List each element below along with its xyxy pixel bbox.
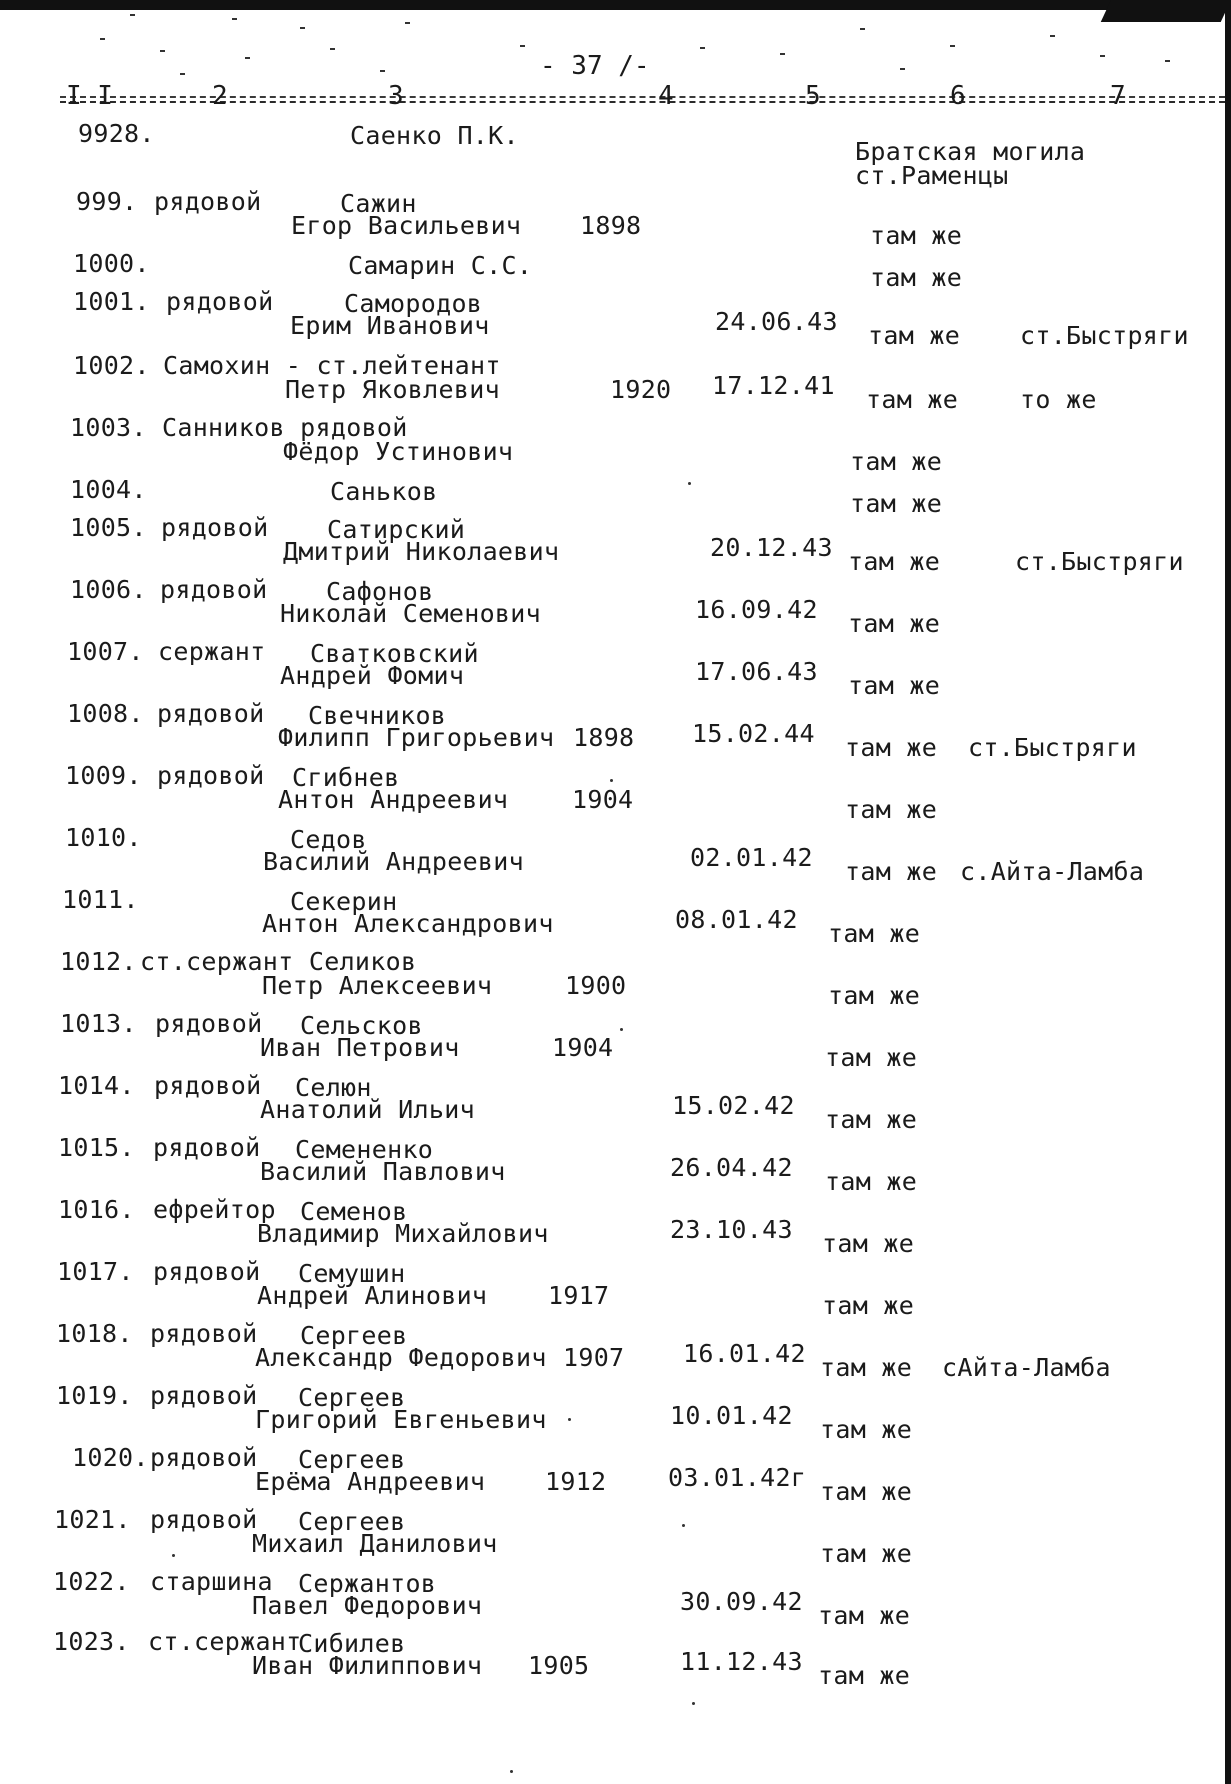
- record-rank: рядовой: [157, 699, 265, 728]
- record-surname: Свечников: [308, 701, 447, 730]
- record-surname: Семушин: [298, 1259, 406, 1288]
- record-rank: рядовой: [153, 1133, 261, 1162]
- record-burial: там же: [866, 385, 959, 414]
- record-burial: там же: [818, 1661, 911, 1690]
- record-death-date: 15.02.44: [692, 719, 815, 748]
- record-number: 1012.: [60, 947, 137, 976]
- record-place: с.Айта-Ламба: [960, 857, 1145, 886]
- record-number: 1020.: [72, 1443, 149, 1472]
- record-given-names: Ерёма Андреевич: [255, 1467, 486, 1496]
- column-number: 4: [658, 81, 674, 111]
- record-death-date: 02.01.42: [690, 843, 813, 872]
- record-rank: рядовой: [154, 187, 262, 216]
- record-death-date: 30.09.42: [680, 1587, 803, 1616]
- record-surname: Сватковский: [310, 639, 479, 668]
- record-given-names: Петр Алексеевич: [262, 971, 493, 1000]
- record-given-names: Василий Андреевич: [263, 847, 524, 876]
- record-given-names: Ерим Иванович: [290, 311, 490, 340]
- column-number: 7: [1110, 81, 1126, 111]
- column-number: 6: [950, 81, 966, 111]
- record-rank: рядовой: [150, 1381, 258, 1410]
- record-burial: там же: [820, 1477, 913, 1506]
- record-birth-year: 1917: [548, 1281, 610, 1310]
- record-given-names: Филипп Григорьевич: [278, 723, 555, 752]
- record-death-date: 16.09.42: [695, 595, 818, 624]
- record-number: 1005.: [70, 513, 147, 542]
- page-number: - 37 /-: [540, 51, 650, 81]
- record-place: ст.Быстряги: [968, 733, 1137, 762]
- record-surname: Сгибнев: [292, 763, 400, 792]
- record-birth-year: 1912: [545, 1467, 607, 1496]
- record-surname: Семенов: [300, 1197, 408, 1226]
- record-burial: там же: [822, 1229, 915, 1258]
- record-rank: рядовой: [157, 761, 265, 790]
- record-number: 1018.: [56, 1319, 133, 1348]
- record-surname: Саньков: [330, 477, 438, 506]
- scan-edge-top: [0, 0, 1231, 10]
- record-burial-2: ст.Раменцы: [855, 161, 1009, 190]
- record-rank: рядовой: [155, 1009, 263, 1038]
- record-surname: Секерин: [290, 887, 398, 916]
- record-burial: там же: [825, 1167, 918, 1196]
- record-birth-year: 1920: [610, 375, 672, 404]
- column-number: 5: [805, 81, 821, 111]
- record-number: 1010.: [65, 823, 142, 852]
- record-rank: рядовой: [166, 287, 274, 316]
- record-rank: старшина: [150, 1567, 273, 1596]
- record-death-date: 08.01.42: [675, 905, 798, 934]
- record-death-date: 17.06.43: [695, 657, 818, 686]
- record-burial: там же: [825, 1105, 918, 1134]
- record-birth-year: 1905: [528, 1651, 590, 1680]
- record-birth-year: 1898: [573, 723, 635, 752]
- record-rank: Самохин - ст.лейтенант: [163, 351, 501, 380]
- record-burial: там же: [818, 1601, 911, 1630]
- record-death-date: 24.06.43: [715, 307, 838, 336]
- record-birth-year: 1904: [572, 785, 634, 814]
- record-number: 1017.: [57, 1257, 134, 1286]
- record-death-date: 15.02.42: [672, 1091, 795, 1120]
- record-number: 999.: [76, 187, 138, 216]
- record-surname: Самородов: [344, 289, 483, 318]
- record-given-names: Антон Андреевич: [278, 785, 509, 814]
- record-death-date: 20.12.43: [710, 533, 833, 562]
- record-surname: Семененко: [295, 1135, 434, 1164]
- record-death-date: 26.04.42: [670, 1153, 793, 1182]
- record-burial: там же: [870, 263, 963, 292]
- record-rank: рядовой: [150, 1505, 258, 1534]
- record-rank: ефрейтор: [153, 1195, 276, 1224]
- record-rank: ст.сержант Селиков: [140, 947, 417, 976]
- record-burial: там же: [820, 1353, 913, 1382]
- record-burial: там же: [845, 733, 938, 762]
- record-burial: там же: [828, 919, 921, 948]
- record-number: 1006.: [70, 575, 147, 604]
- column-number: 2: [212, 81, 228, 111]
- record-burial: там же: [850, 447, 943, 476]
- record-burial: там же: [822, 1291, 915, 1320]
- record-given-names: Василий Павлович: [260, 1157, 506, 1186]
- record-surname: Сельсков: [300, 1011, 423, 1040]
- record-given-names: Петр Яковлевич: [285, 375, 500, 404]
- record-birth-year: 1900: [565, 971, 627, 1000]
- record-number: 1021.: [54, 1505, 131, 1534]
- record-burial: там же: [848, 671, 941, 700]
- record-number: 1015.: [58, 1133, 135, 1162]
- record-given-names: Иван Петрович: [260, 1033, 460, 1062]
- record-death-date: 03.01.42г: [668, 1463, 807, 1492]
- record-given-names: Антон Александрович: [262, 909, 554, 938]
- record-surname: Самарин С.С.: [348, 251, 533, 280]
- record-rank: ст.сержант: [148, 1627, 302, 1656]
- record-surname: Селюн: [295, 1073, 372, 1102]
- record-number: 1004.: [70, 475, 147, 504]
- record-surname: Сергеев: [298, 1383, 406, 1412]
- record-surname: Сержантов: [298, 1569, 437, 1598]
- record-given-names: Фёдор Устинович: [283, 437, 514, 466]
- record-death-date: 10.01.42: [670, 1401, 793, 1430]
- record-given-names: Андрей Фомич: [280, 661, 465, 690]
- record-number: 1019.: [56, 1381, 133, 1410]
- record-given-names: Андрей Алинович: [257, 1281, 488, 1310]
- record-surname: Сатирский: [327, 515, 466, 544]
- record-rank: рядовой: [154, 1071, 262, 1100]
- record-surname: Сергеев: [298, 1445, 406, 1474]
- record-rank: рядовой: [160, 575, 268, 604]
- record-death-date: 11.12.43: [680, 1647, 803, 1676]
- column-number: I I: [66, 81, 113, 111]
- record-place: сАйта-Ламба: [942, 1353, 1111, 1382]
- record-burial: там же: [868, 321, 961, 350]
- record-number: 1001.: [73, 287, 150, 316]
- record-number: 1009.: [65, 761, 142, 790]
- record-number: 9928.: [78, 119, 155, 148]
- record-given-names: Александр Федорович: [255, 1343, 547, 1372]
- record-place: ст.Быстряги: [1020, 321, 1189, 350]
- record-death-date: 23.10.43: [670, 1215, 793, 1244]
- header-rule-upper: [60, 96, 1225, 98]
- record-surname: Сергеев: [300, 1321, 408, 1350]
- record-rank: Санников рядовой: [162, 413, 408, 442]
- scan-edge-right: [1225, 0, 1231, 1784]
- record-surname: Сажин: [340, 189, 417, 218]
- record-burial: там же: [850, 489, 943, 518]
- record-burial: там же: [845, 857, 938, 886]
- record-number: 1022.: [53, 1567, 130, 1596]
- record-surname: Седов: [290, 825, 367, 854]
- record-number: 1023.: [53, 1627, 130, 1656]
- record-given-names: Григорий Евгеньевич: [255, 1405, 547, 1434]
- record-burial: Братская могила: [855, 137, 1086, 166]
- record-place: ст.Быстряги: [1015, 547, 1184, 576]
- record-number: 1003.: [70, 413, 147, 442]
- record-rank: рядовой: [150, 1319, 258, 1348]
- record-number: 1007.: [67, 637, 144, 666]
- record-number: 1011.: [62, 885, 139, 914]
- record-burial: там же: [828, 981, 921, 1010]
- record-surname: Сибилев: [298, 1629, 406, 1658]
- record-place: то же: [1020, 385, 1097, 414]
- record-birth-year: 1898: [580, 211, 642, 240]
- record-rank: рядовой: [150, 1443, 258, 1472]
- record-burial: там же: [820, 1415, 913, 1444]
- record-death-date: 16.01.42: [683, 1339, 806, 1368]
- record-burial: там же: [848, 609, 941, 638]
- record-number: 1008.: [67, 699, 144, 728]
- record-number: 1013.: [60, 1009, 137, 1038]
- record-surname: Сафонов: [326, 577, 434, 606]
- record-given-names: Егор Васильевич: [291, 211, 522, 240]
- column-number: 3: [388, 81, 404, 111]
- record-given-names: Павел Федорович: [252, 1591, 483, 1620]
- record-given-names: Анатолий Ильич: [260, 1095, 475, 1124]
- record-burial: там же: [848, 547, 941, 576]
- header-rule: [60, 101, 1225, 103]
- record-given-names: Николай Семенович: [280, 599, 541, 628]
- record-given-names: Иван Филиппович: [252, 1651, 483, 1680]
- record-number: 1002.: [73, 351, 150, 380]
- record-surname: Сергеев: [298, 1507, 406, 1536]
- scan-edge-corner: [1101, 0, 1231, 22]
- record-birth-year: 1907: [563, 1343, 625, 1372]
- record-number: 1016.: [58, 1195, 135, 1224]
- record-given-names: Дмитрий Николаевич: [283, 537, 560, 566]
- record-rank: рядовой: [161, 513, 269, 542]
- record-burial: там же: [870, 221, 963, 250]
- record-surname: Саенко П.К.: [350, 121, 519, 150]
- record-burial: там же: [820, 1539, 913, 1568]
- record-birth-year: 1904: [552, 1033, 614, 1062]
- record-number: 1000.: [73, 249, 150, 278]
- record-given-names: Михаил Данилович: [252, 1529, 498, 1558]
- record-given-names: Владимир Михайлович: [257, 1219, 549, 1248]
- record-burial: там же: [825, 1043, 918, 1072]
- record-rank: рядовой: [153, 1257, 261, 1286]
- record-death-date: 17.12.41: [712, 371, 835, 400]
- record-burial: там же: [845, 795, 938, 824]
- record-number: 1014.: [58, 1071, 135, 1100]
- record-rank: сержант: [158, 637, 266, 666]
